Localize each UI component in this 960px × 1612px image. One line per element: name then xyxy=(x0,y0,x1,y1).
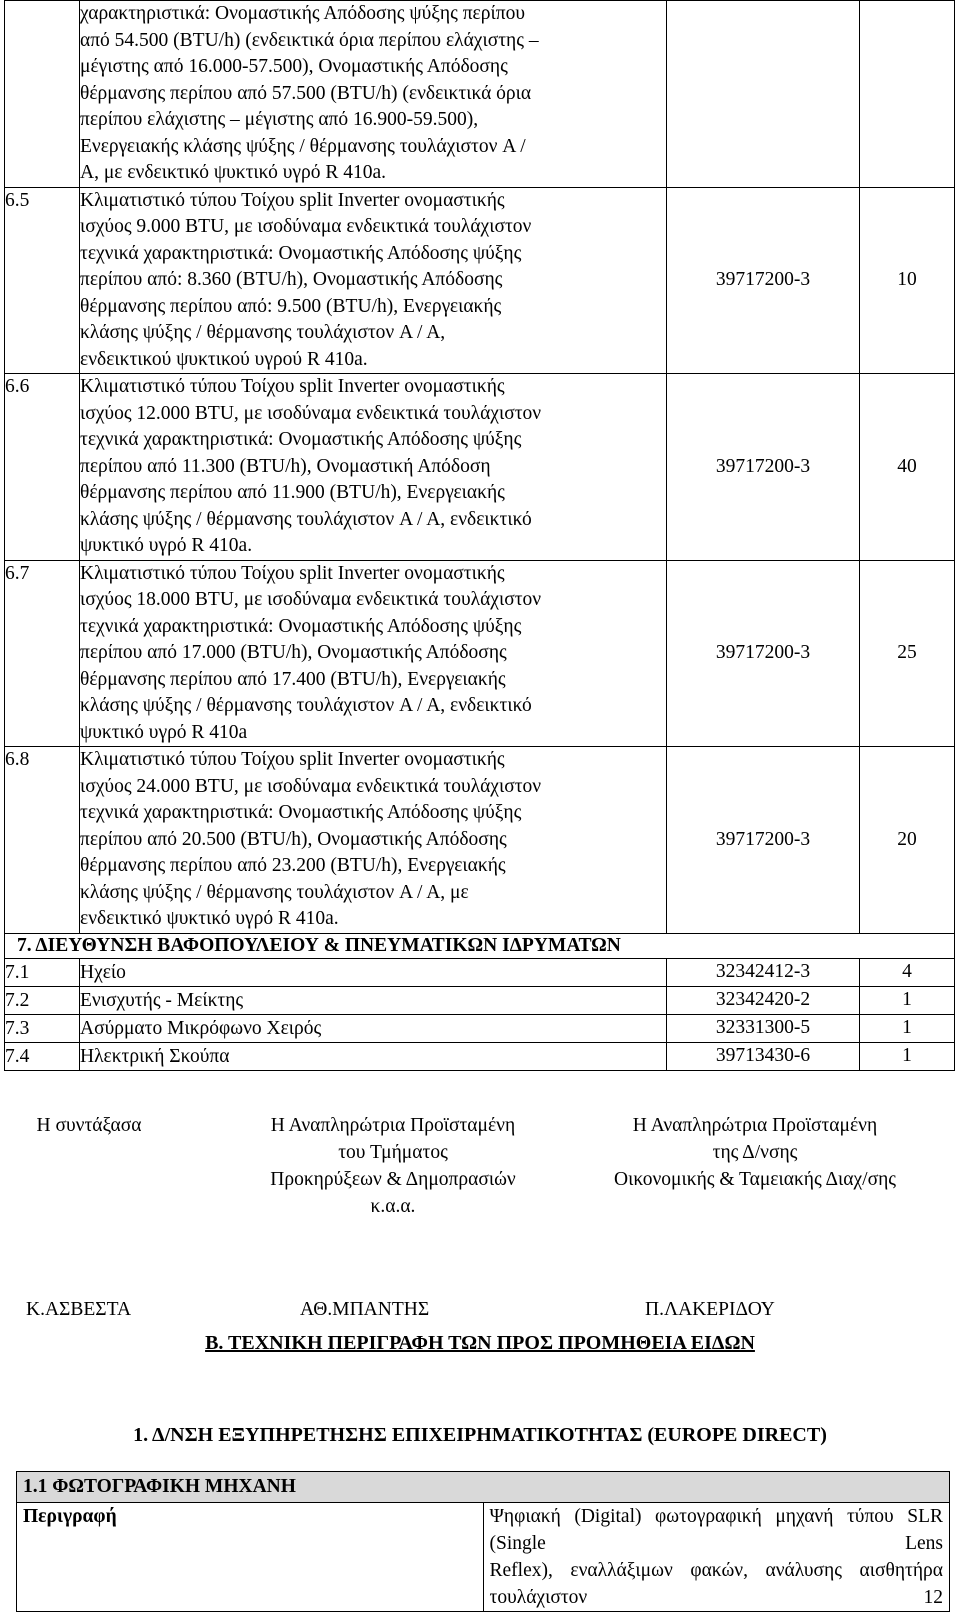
description-line: κλάσης ψύξης / θέρμανσης τουλάχιστον A / A, xyxy=(80,322,446,343)
cpv-code: 39713430-6 xyxy=(667,1042,860,1070)
section-row xyxy=(5,933,955,958)
cpv-code: 39717200-3 xyxy=(667,747,860,934)
section-title: 7. ΔΙΕΥΘΥΝΣΗ ΒΑΦΟΠΟΥΛΕΙΟΥ & ΠΝΕΥΜΑΤΙΚΩΝ ΙΔΡΥΜΑΤΩΝ xyxy=(5,933,955,958)
spec-text-line: Ψηφιακή (Digital) φωτογραφική μηχανή τύπου SLR (Single Lens xyxy=(489,1506,943,1554)
signature-line: κ.α.α. xyxy=(370,1196,416,1217)
quantity: 40 xyxy=(860,374,955,561)
description-line: περίπου από: 8.360 (BTU/h), Ονομαστικής Απόδοσης xyxy=(80,269,503,290)
cpv-code: 39717200-3 xyxy=(667,560,860,747)
spec-table xyxy=(16,1471,950,1612)
item-number: 6.8 xyxy=(5,747,80,934)
table-row xyxy=(5,1014,955,1042)
description-line: τεχνικά χαρακτηριστικά: Ονομαστικής Απόδοσης ψύξης xyxy=(80,429,522,450)
description-line: μέγιστης από 16.000-57.500), Ονομαστικής Απόδοσης xyxy=(80,56,508,77)
item-description xyxy=(80,747,667,934)
item-description xyxy=(80,1,667,188)
item-description: Ηχείο xyxy=(80,958,667,986)
quantity: 20 xyxy=(860,747,955,934)
cpv-code: 32331300-5 xyxy=(667,1014,860,1042)
item-number: 6.5 xyxy=(5,187,80,374)
signature-drafter xyxy=(4,1112,174,1139)
description-line: ενδεικτικό ψυκτικό υγρό R 410a. xyxy=(80,908,339,929)
item-number: 6.7 xyxy=(5,560,80,747)
quantity: 1 xyxy=(860,986,955,1014)
signature-deputy-head-directorate xyxy=(578,1112,932,1193)
description-line: περίπου από 11.300 (BTU/h), Ονομαστική Απόδοση xyxy=(80,455,491,477)
quantity: 25 xyxy=(860,560,955,747)
description-line: κλάσης ψύξης / θέρμανσης τουλάχιστον A / A, ενδεικτικό xyxy=(80,508,532,530)
description-line: κλάσης ψύξης / θέρμανσης τουλάχιστον A / A, ενδεικτικό xyxy=(80,695,532,716)
description-line: θέρμανσης περίπου από 17.400 (BTU/h), Ενεργειακής xyxy=(80,668,506,690)
section-heading-europe-direct: 1. Δ/ΝΣΗ ΕΞΥΠΗΡΕΤΗΣΗΣ ΕΠΙΧΕΙΡΗΜΑΤΙΚΟΤΗΤΑΣ (EUROPE DIRECT) xyxy=(133,1424,827,1446)
signatory-name-1: Κ.ΑΣΒΕΣΤΑ xyxy=(26,1299,132,1320)
table-row xyxy=(5,958,955,986)
signature-line: Προκηρύξεων & Δημοπρασιών xyxy=(270,1169,516,1190)
item-number: 7.2 xyxy=(5,986,80,1014)
table-row xyxy=(5,560,955,747)
table-row xyxy=(5,374,955,561)
spec-label: Περιγραφή xyxy=(17,1503,484,1612)
cpv-code: 39717200-3 xyxy=(667,374,860,561)
description-line: ενδεικτικού ψυκτικού υγρού R 410a. xyxy=(80,348,368,370)
description-line: περίπου από 20.500 (BTU/h), Ονομαστικής Απόδοσης xyxy=(80,828,507,850)
signature-line: Η συντάξασα xyxy=(36,1115,142,1136)
description-line: ισχύος 24.000 BTU, με ισοδύναμα ενδεικτικά τουλάχιστον xyxy=(80,775,542,797)
description-line: τεχνικά χαρακτηριστικά: Ονομαστικής Απόδοσης ψύξης xyxy=(80,615,522,637)
item-number xyxy=(5,1,80,188)
description-line: ισχύος 9.000 BTU, με ισοδύναμα ενδεικτικά τουλάχιστον xyxy=(80,216,532,237)
item-number: 7.3 xyxy=(5,1014,80,1042)
item-description: Ασύρματο Μικρόφωνο Χειρός xyxy=(80,1014,667,1042)
item-number: 7.4 xyxy=(5,1042,80,1070)
item-description: Ενισχυτής - Μείκτης xyxy=(80,986,667,1014)
item-description: Ηλεκτρική Σκούπα xyxy=(80,1042,667,1070)
description-line: ψυκτικό υγρό R 410a. xyxy=(80,535,253,556)
table-row xyxy=(5,1,955,188)
table-row xyxy=(5,1042,955,1070)
description-line: περίπου από 17.000 (BTU/h), Ονομαστικής Απόδοσης xyxy=(80,642,507,663)
quantity: 1 xyxy=(860,1014,955,1042)
description-line: Κλιματιστικό τύπου Τοίχου split Inverter ονομαστικής xyxy=(80,189,505,211)
quantity: 10 xyxy=(860,187,955,374)
section-heading-technical-description: Β. ΤΕΧΝΙΚΗ ΠΕΡΙΓΡΑΦΗ ΤΩΝ ΠΡΟΣ ΠΡΟΜΗΘΕΙΑ ΕΙΔΩΝ xyxy=(205,1332,755,1354)
signature-line: Η Αναπληρώτρια Προϊσταμένη xyxy=(270,1115,516,1136)
description-line: θέρμανσης περίπου από 11.900 (BTU/h), Ενεργειακής xyxy=(80,482,505,503)
signatory-name-2: ΑΘ.ΜΠΑΝΤΗΣ xyxy=(300,1299,430,1320)
cpv-code: 39717200-3 xyxy=(667,187,860,374)
quantity xyxy=(860,1,955,188)
description-line: χαρακτηριστικά: Ονομαστικής Απόδοσης ψύξης περίπου xyxy=(80,3,525,24)
description-line: ισχύος 12.000 BTU, με ισοδύναμα ενδεικτικά τουλάχιστον xyxy=(80,402,542,424)
description-line: θέρμανσης περίπου από: 9.500 (BTU/h), Ενεργειακής xyxy=(80,295,502,317)
description-line: ισχύος 18.000 BTU, με ισοδύναμα ενδεικτικά τουλάχιστον xyxy=(80,589,542,610)
description-line: ψυκτικό υγρό R 410a xyxy=(80,721,248,743)
quantity: 4 xyxy=(860,958,955,986)
item-description xyxy=(80,374,667,561)
description-line: Κλιματιστικό τύπου Τοίχου split Inverter ονομαστικής xyxy=(80,562,505,584)
items-table xyxy=(4,0,955,1071)
signature-deputy-head-department xyxy=(228,1112,558,1220)
spec-table-header: 1.1 ΦΩΤΟΓΡΑΦΙΚΗ ΜΗΧΑΝΗ xyxy=(17,1472,950,1503)
spec-text xyxy=(483,1503,950,1612)
cpv-code: 32342420-2 xyxy=(667,986,860,1014)
table-row xyxy=(5,986,955,1014)
description-line: περίπου ελάχιστης – μέγιστης από 16.900-59.500), xyxy=(80,109,479,130)
spec-text-line: Reflex), εναλλάξιμων φακών, ανάλυσης αισθητήρα τουλάχιστον 12 xyxy=(489,1560,943,1608)
description-line: A, με ενδεικτικό ψυκτικό υγρό R 410a. xyxy=(80,162,386,183)
item-description xyxy=(80,187,667,374)
item-number: 6.6 xyxy=(5,374,80,561)
description-line: από 54.500 (BTU/h) (ενδεικτικά όρια περίπου ελάχιστης – xyxy=(80,29,539,51)
cpv-code xyxy=(667,1,860,188)
description-line: θέρμανσης περίπου από 23.200 (BTU/h), Ενεργειακής xyxy=(80,855,506,876)
description-line: τεχνικά χαρακτηριστικά: Ονομαστικής Απόδοσης ψύξης xyxy=(80,802,522,823)
description-line: κλάσης ψύξης / θέρμανσης τουλάχιστον A / A, με xyxy=(80,881,469,903)
description-line: Ενεργειακής κλάσης ψύξης / θέρμανσης τουλάχιστον A / xyxy=(80,135,526,157)
signature-line: Οικονομικής & Ταμειακής Διαχ/σης xyxy=(614,1169,896,1190)
quantity: 1 xyxy=(860,1042,955,1070)
description-line: θέρμανσης περίπου από 57.500 (BTU/h) (ενδεικτικά όρια xyxy=(80,82,532,104)
signature-line: Η Αναπληρώτρια Προϊσταμένη xyxy=(632,1115,878,1136)
description-line: Κλιματιστικό τύπου Τοίχου split Inverter ονομαστικής xyxy=(80,749,505,770)
table-row xyxy=(5,187,955,374)
table-row xyxy=(5,747,955,934)
items-table-body xyxy=(5,1,955,1071)
signatory-name-3: Π.ΛΑΚΕΡΙΔΟΥ xyxy=(645,1299,775,1320)
description-line: Κλιματιστικό τύπου Τοίχου split Inverter ονομαστικής xyxy=(80,376,505,397)
item-number: 7.1 xyxy=(5,958,80,986)
cpv-code: 32342412-3 xyxy=(667,958,860,986)
item-description xyxy=(80,560,667,747)
signature-line: της Δ/νσης xyxy=(712,1142,798,1163)
signature-line: του Τμήματος xyxy=(338,1142,448,1163)
description-line: τεχνικά χαρακτηριστικά: Ονομαστικής Απόδοσης ψύξης xyxy=(80,242,522,264)
